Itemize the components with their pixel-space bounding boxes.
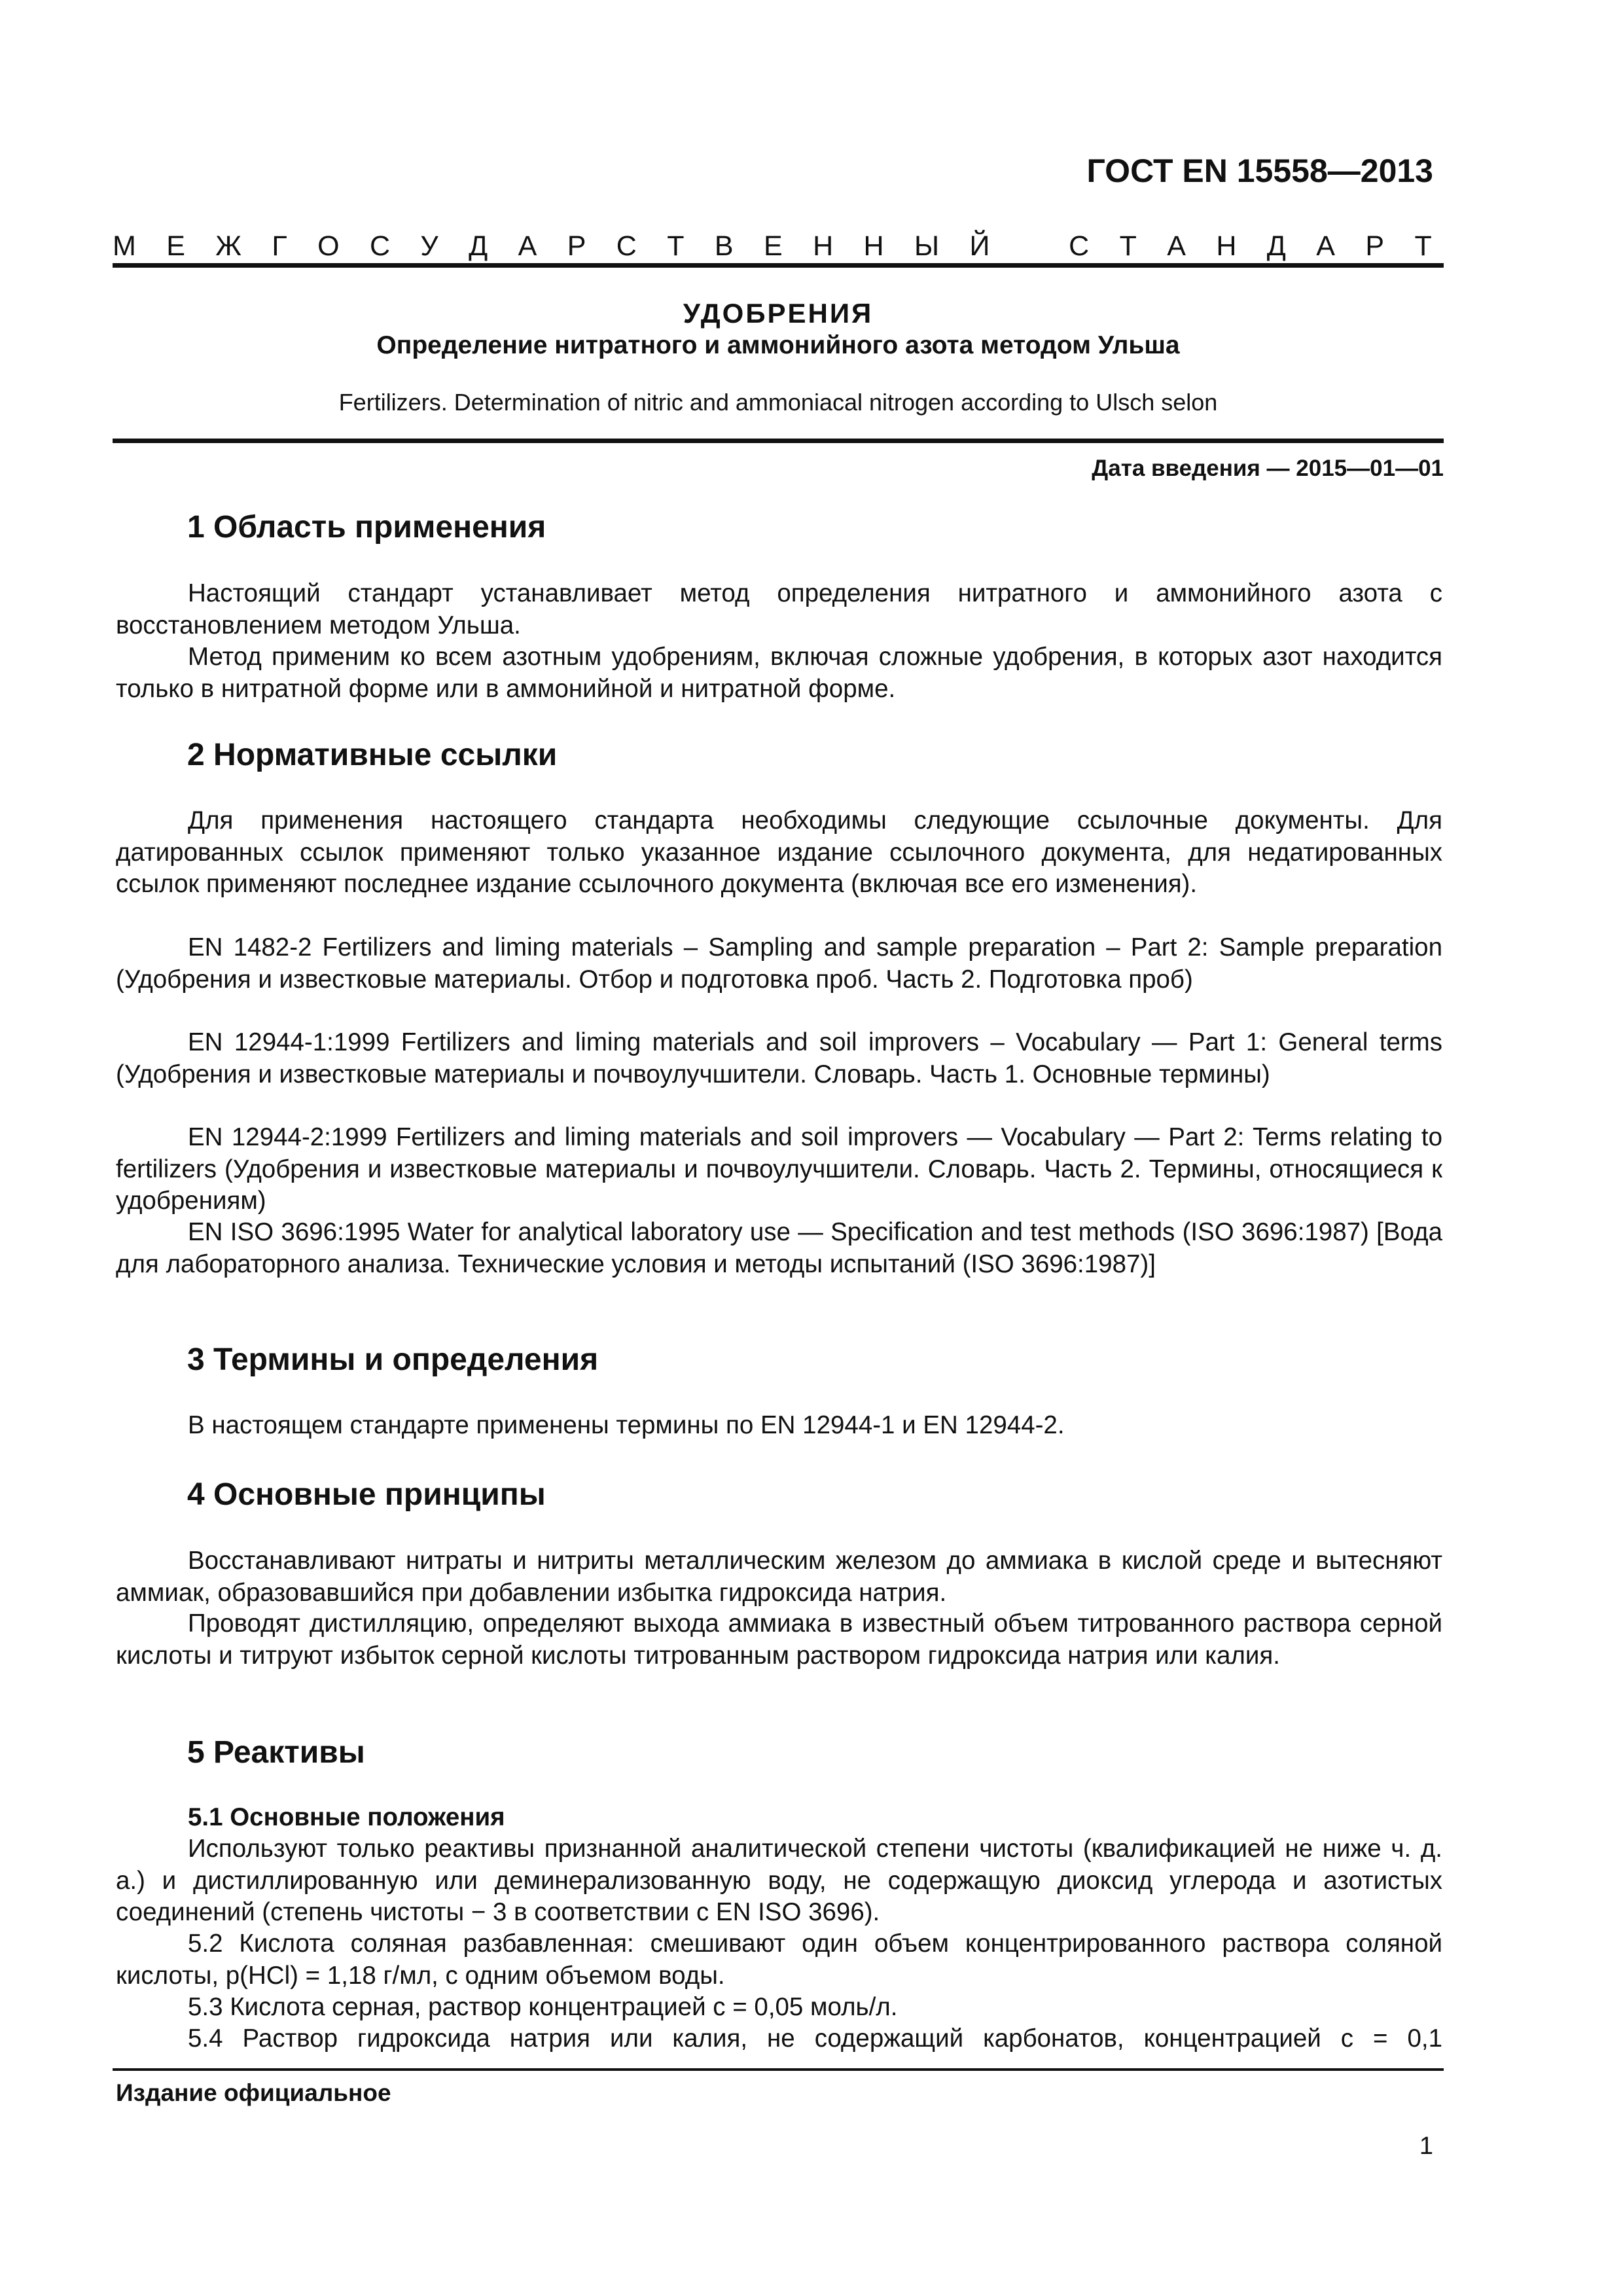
- standard-kind-letter: Ы: [914, 230, 940, 262]
- standard-kind-letter: Т: [1119, 230, 1137, 262]
- section-5-2-paragraph: 5.2 Кислота соляная разбавленная: смешивают один объем концентрированного раствора соляной кислоты, p(HCl) = 1,18 г/мл, с одним объемом воды.: [116, 1929, 1442, 1990]
- standard-kind-letter: Й: [969, 230, 990, 262]
- standard-kind-letter: А: [518, 230, 537, 262]
- standard-kind-letter: А: [1316, 230, 1335, 262]
- reference-en-iso-3696: EN ISO 3696:1995 Water for analytical laboratory use — Specification and test methods (ISO 3696:1987) [Вода для лабораторного анализа. Технические условия и методы испытаний (ISO 3696:1987)]: [116, 1218, 1442, 1278]
- standard-code: ГОСТ EN 15558—2013: [1086, 152, 1433, 189]
- section-5-4-paragraph: 5.4 Раствор гидроксида натрия или калия, не содержащий карбонатов, концентрацией c = 0,1: [188, 2024, 1442, 2053]
- standard-kind-letter: Н: [813, 230, 834, 262]
- standard-kind-letter: Н: [863, 230, 884, 262]
- standard-kind-gap: [1020, 230, 1039, 262]
- section-1-paragraph-2: Метод применим ко всем азотным удобрениям, включая сложные удобрения, в которых азот находится только в нитратной форме или в аммонийной и нитратной форме.: [116, 643, 1442, 703]
- edition-note: Издание официальное: [116, 2079, 391, 2106]
- section-3-paragraph-1: В настоящем стандарте применены термины по EN 12944-1 и EN 12944-2.: [188, 1411, 1065, 1439]
- standard-kind-letter: Р: [567, 230, 586, 262]
- section-2-paragraph-1: Для применения настоящего стандарта необходимы следующие ссылочные документы. Для датированных ссылок применяют только указанное издание ссылочного документа, для недатированных ссылок применяют последнее издание ссылочного документа (включая все его изменения).: [116, 806, 1442, 898]
- section-4-paragraph-2: Проводят дистилляцию, определяют выхода аммиака в известный объем титрованного раствора серной кислоты и титруют избыток серной кислоты титрованным раствором гидроксида натрия или калия.: [116, 1609, 1442, 1670]
- reference-en-12944-1: EN 12944-1:1999 Fertilizers and liming materials and soil improvers – Vocabulary — Part 1: General terms (Удобрения и известковые материалы и почвоулучшители. Словарь. Часть 1. Основные термины): [116, 1028, 1442, 1088]
- page-number: 1: [1419, 2132, 1433, 2160]
- standard-kind-letter: В: [714, 230, 734, 262]
- section-4-paragraph-1: Восстанавливают нитраты и нитриты металлическим железом до аммиака в кислой среде и вытесняют аммиак, образовавшийся при добавлении избытка гидроксида натрия.: [116, 1547, 1442, 1607]
- standard-kind-letter: Г: [272, 230, 287, 262]
- standard-kind-letter: Е: [166, 230, 185, 262]
- title-english: Fertilizers. Determination of nitric and ammoniacal nitrogen according to Ulsch selon: [338, 389, 1218, 416]
- title-sub: Определение нитратного и аммонийного азота методом Ульша: [376, 331, 1180, 359]
- header-rule: [113, 263, 1444, 268]
- standard-kind: [113, 230, 1432, 262]
- section-5-1-heading-text: 5.1 Основные положения: [188, 1803, 505, 1831]
- section-3-heading: 3 Термины и определения: [187, 1342, 599, 1377]
- title-rule: [113, 439, 1444, 443]
- standard-kind-letter: М: [113, 230, 136, 262]
- standard-kind-letter: С: [616, 230, 637, 262]
- standard-kind-letter: Ж: [215, 230, 242, 262]
- section-5-3-paragraph: 5.3 Кислота серная, раствор концентрацией c = 0,05 моль/л.: [188, 1993, 898, 2021]
- standard-kind-letter: У: [420, 230, 438, 262]
- standard-kind-letter: Р: [1365, 230, 1385, 262]
- standard-kind-letter: С: [1069, 230, 1090, 262]
- footer-rule: [113, 2068, 1444, 2071]
- section-2-heading: 2 Нормативные ссылки: [187, 738, 558, 772]
- standard-kind-letter: Д: [1266, 230, 1286, 262]
- standard-kind-letter: А: [1167, 230, 1186, 262]
- section-1-heading: 1 Область применения: [187, 510, 546, 545]
- section-5-heading: 5 Реактивы: [187, 1735, 365, 1770]
- standard-kind-letter: С: [369, 230, 390, 262]
- section-5-1-heading: [116, 1802, 1442, 1834]
- standard-kind-letter: Н: [1216, 230, 1237, 262]
- section-4-heading: 4 Основные принципы: [187, 1477, 546, 1512]
- standard-kind-letter: Д: [469, 230, 488, 262]
- intro-date: Дата введения — 2015—01—01: [1092, 456, 1444, 481]
- section-1-paragraph-1: Настоящий стандарт устанавливает метод определения нитратного и аммонийного азота с восстановлением методом Ульша.: [116, 579, 1442, 639]
- title-main: УДОБРЕНИЯ: [683, 298, 874, 329]
- section-5-1-paragraph: Используют только реактивы признанной аналитической степени чистоты (квалификацией не ниже ч. д. а.) и дистиллированную или деминерализованную воду, не содержащую диоксид углерода и азотистых соединений (степень чистоты − 3 в соответствии с EN ISO 3696).: [116, 1835, 1442, 1926]
- standard-kind-letter: Е: [763, 230, 783, 262]
- standard-kind-letter: Т: [1414, 230, 1432, 262]
- standard-kind-letter: Т: [667, 230, 685, 262]
- reference-en-1482-2: EN 1482-2 Fertilizers and liming materials – Sampling and sample preparation – Part 2: Sample preparation (Удобрения и известковые материалы. Отбор и подготовка проб. Часть 2. Подготовка проб): [116, 933, 1442, 994]
- reference-en-12944-2: EN 12944-2:1999 Fertilizers and liming materials and soil improvers — Vocabulary — Part 2: Terms relating to fertilizers (Удобрения и известковые материалы и почвоулучшители. Словарь. Часть 2. Термины, относящиеся к удобрениям): [116, 1123, 1442, 1215]
- standard-kind-letter: О: [317, 230, 340, 262]
